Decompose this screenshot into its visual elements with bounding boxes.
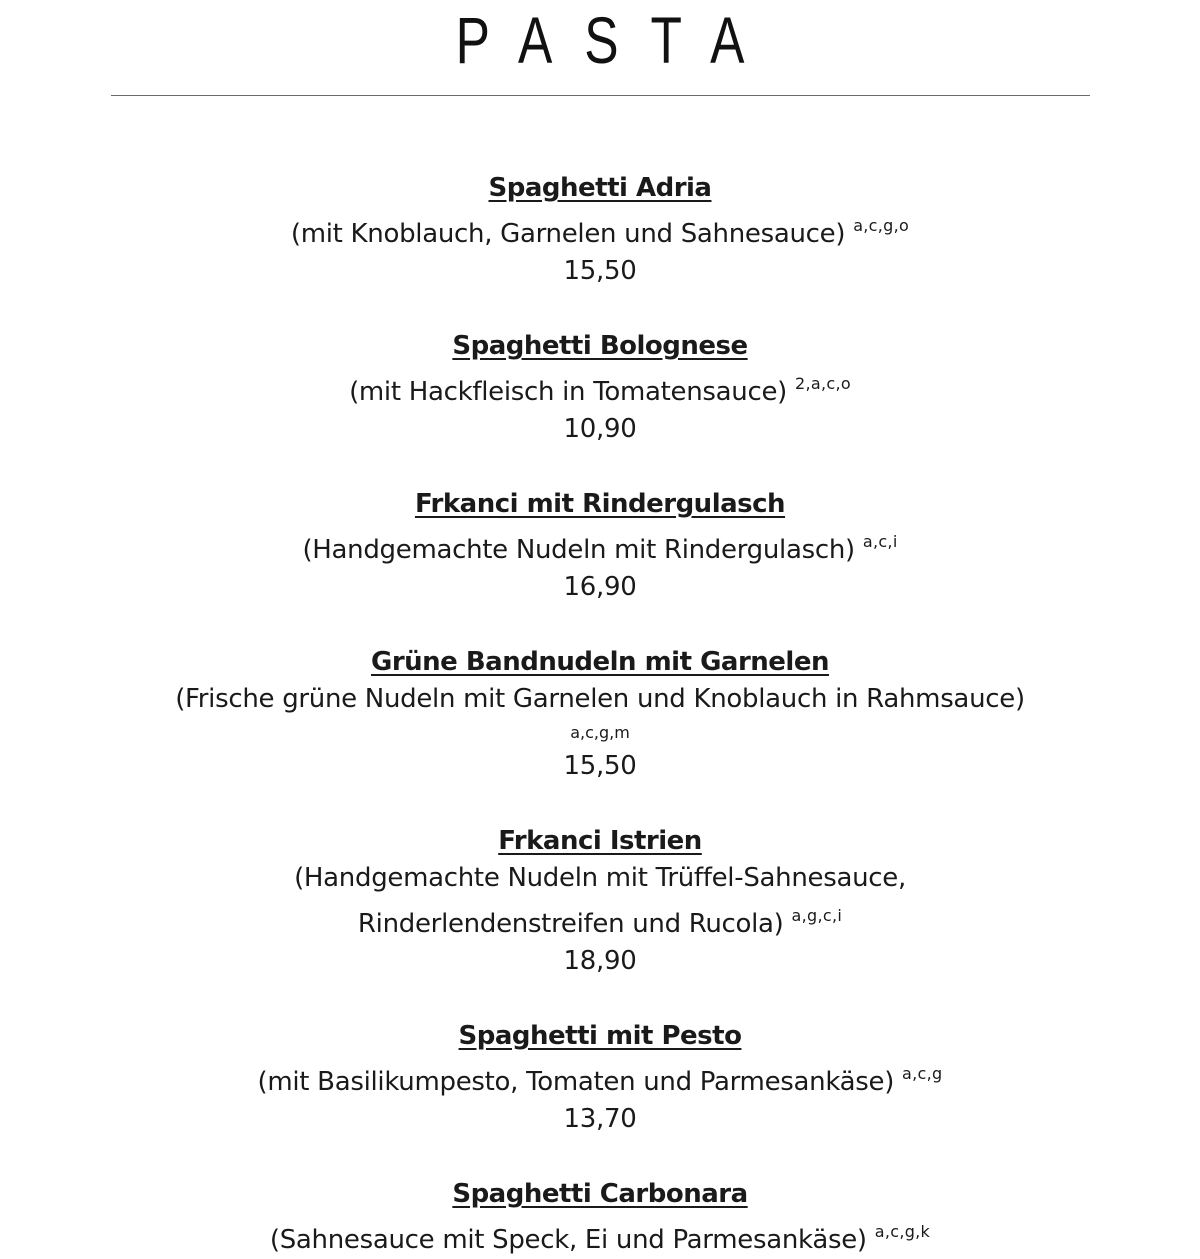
menu-item-description-line — [0, 207, 1200, 253]
menu-item-description: (mit Knoblauch, Garnelen und Sahnesauce) — [290, 219, 846, 249]
allergen-codes: 2,a,c,o — [795, 374, 851, 393]
menu-item-price: 15,50 — [563, 751, 637, 781]
menu-item-description: (Sahnesauce mit Speck, Ei und Parmesankäse) — [269, 1225, 867, 1255]
menu-item — [0, 328, 1200, 448]
allergen-codes: a,c,g — [902, 1064, 943, 1083]
allergen-codes: a,c,g,k — [874, 1222, 931, 1241]
page-title: PASTA — [455, 3, 777, 77]
menu-item-name: Grüne Bandnudeln mit Garnelen — [371, 647, 829, 677]
menu-item-description-line — [0, 1055, 1200, 1101]
menu-item-description-line — [0, 523, 1200, 569]
menu-item-price: 10,90 — [563, 414, 637, 444]
menu-item-name: Spaghetti Carbonara — [452, 1179, 748, 1209]
menu-item-description: (Handgemachte Nudeln mit Rindergulasch) — [302, 535, 855, 565]
allergen-codes: a,c,i — [862, 532, 898, 551]
menu-item-price: 13,70 — [563, 1104, 637, 1134]
menu-item-name: Frkanci mit Rindergulasch — [414, 489, 786, 519]
menu-item — [0, 486, 1200, 606]
menu-item-name: Frkanci Istrien — [498, 826, 702, 856]
menu-item-name: Spaghetti mit Pesto — [458, 1021, 742, 1051]
menu-item — [0, 1018, 1200, 1138]
menu-item-name: Spaghetti Bolognese — [452, 331, 748, 361]
allergen-codes: a,c,g,m — [570, 723, 630, 742]
title-divider — [111, 95, 1090, 96]
menu-item-description-line — [0, 365, 1200, 411]
menu-item-price: 18,90 — [563, 946, 637, 976]
menu-item-price: 16,90 — [563, 572, 637, 602]
menu-item — [0, 170, 1200, 290]
menu-item-description: (mit Basilikumpesto, Tomaten und Parmesankäse) — [257, 1067, 895, 1097]
menu-item-description-line — [0, 1213, 1200, 1259]
menu-item-description-continued: Rinderlendenstreifen und Rucola) — [357, 909, 784, 939]
menu-item-description: (Frische grüne Nudeln mit Garnelen und Knoblauch in Rahmsauce) — [175, 684, 1025, 714]
menu-item-name: Spaghetti Adria — [488, 173, 712, 203]
menu-item — [0, 644, 1200, 785]
menu-item-description-line — [0, 897, 1200, 943]
allergen-codes: a,g,c,i — [791, 906, 843, 925]
menu-item-description: (Handgemachte Nudeln mit Trüffel-Sahnesauce, — [294, 863, 906, 893]
menu-item — [0, 823, 1200, 980]
allergen-codes: a,c,g,o — [853, 216, 910, 235]
menu-item-description: (mit Hackfleisch in Tomatensauce) — [349, 377, 787, 407]
menu-item — [0, 1176, 1200, 1259]
pasta-menu-list — [0, 170, 1200, 1259]
menu-item-price: 15,50 — [563, 256, 637, 286]
